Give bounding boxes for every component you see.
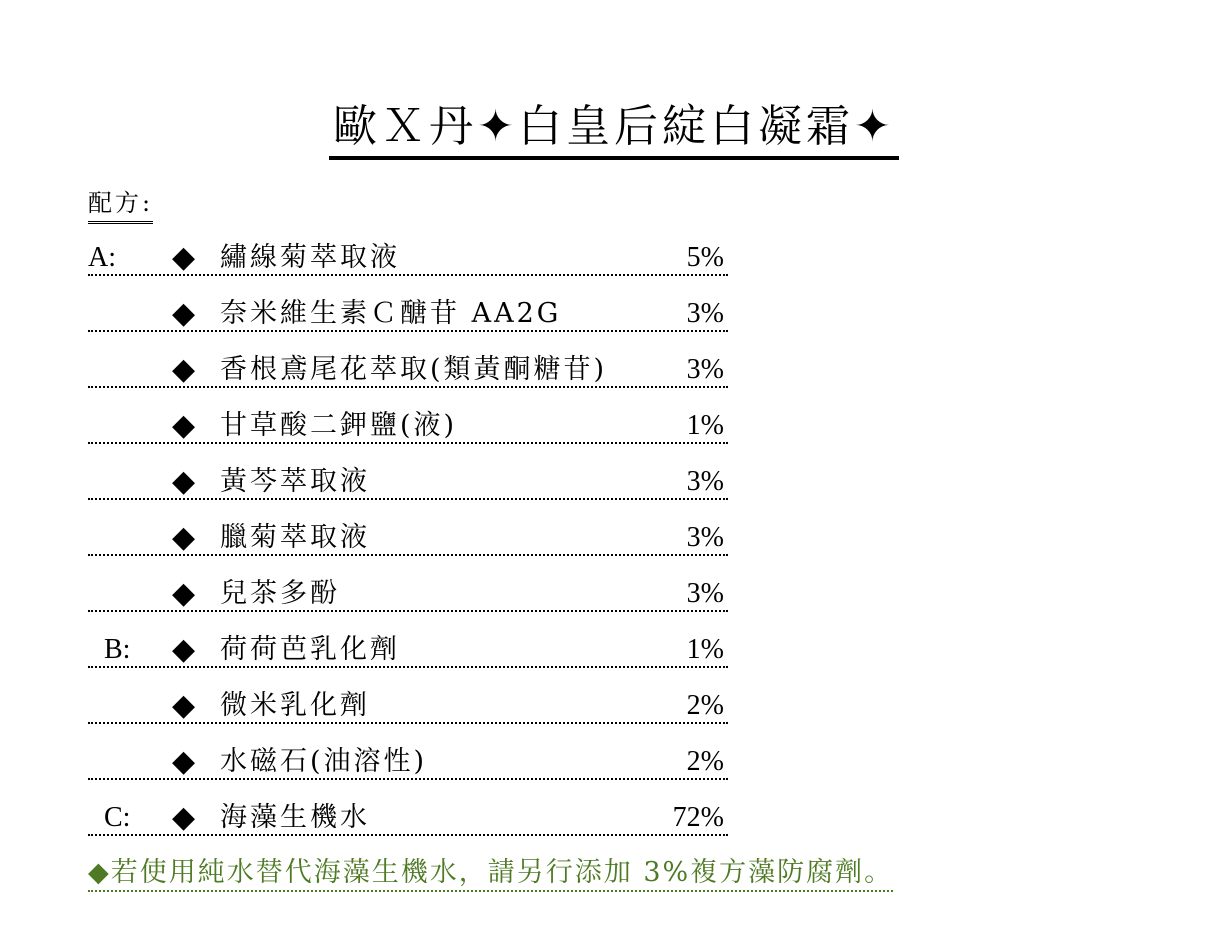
ingredient-name: 黃芩萃取液 bbox=[220, 466, 370, 497]
ingredient-name: 兒茶多酚 bbox=[220, 578, 340, 609]
diamond-bullet-icon: ◆ bbox=[172, 408, 196, 443]
ingredient-name: 甘草酸二鉀鹽(液) bbox=[220, 410, 458, 441]
diamond-bullet-icon: ◆ bbox=[172, 744, 196, 779]
ingredient-percentage: 3% bbox=[686, 522, 724, 553]
document-title-wrapper bbox=[0, 100, 1228, 160]
diamond-bullet-icon: ◆ bbox=[172, 520, 196, 555]
ingredient-list bbox=[88, 240, 728, 856]
diamond-bullet-icon: ◆ bbox=[172, 352, 196, 387]
ingredient-name: 香根鳶尾花萃取(類黃酮糖苷) bbox=[220, 354, 608, 385]
ingredient-row bbox=[88, 744, 728, 800]
ingredient-percentage: 3% bbox=[686, 466, 724, 497]
ingredient-name: 海藻生機水 bbox=[220, 802, 370, 833]
ingredient-percentage: 3% bbox=[686, 354, 724, 385]
ingredient-row bbox=[88, 800, 728, 856]
diamond-bullet-icon: ◆ bbox=[172, 464, 196, 499]
ingredient-name: 微米乳化劑 bbox=[220, 690, 370, 721]
ingredient-percentage: 2% bbox=[686, 690, 724, 721]
ingredient-row bbox=[88, 352, 728, 408]
diamond-bullet-icon: ◆ bbox=[172, 632, 196, 667]
ingredient-name: 荷荷芭乳化劑 bbox=[220, 634, 400, 665]
ingredient-row bbox=[88, 240, 728, 296]
ingredient-percentage: 3% bbox=[686, 298, 724, 329]
document-title: 歐Ｘ丹✦白皇后綻白凝霜✦ bbox=[329, 100, 899, 160]
ingredient-percentage: 2% bbox=[686, 746, 724, 777]
ingredient-name: 奈米維生素Ｃ醣苷 AA2G bbox=[220, 298, 562, 329]
ingredient-name: 臘菊萃取液 bbox=[220, 522, 370, 553]
ingredient-row bbox=[88, 464, 728, 520]
phase-label: A: bbox=[88, 242, 116, 273]
ingredient-row bbox=[88, 296, 728, 352]
phase-label: B: bbox=[104, 634, 131, 665]
diamond-bullet-icon: ◆ bbox=[172, 576, 196, 611]
ingredient-percentage: 1% bbox=[686, 410, 724, 441]
ingredient-row bbox=[88, 632, 728, 688]
diamond-bullet-icon: ◆ bbox=[172, 240, 196, 275]
substitution-note: ◆若使用純水替代海藻生機水，請另行添加 3%複方藻防腐劑。 bbox=[88, 856, 893, 892]
ingredient-row bbox=[88, 688, 728, 744]
ingredient-name: 水磁石(油溶性) bbox=[220, 746, 428, 777]
formula-section-label: 配方: bbox=[88, 186, 153, 224]
ingredient-row bbox=[88, 408, 728, 464]
diamond-bullet-icon: ◆ bbox=[172, 688, 196, 723]
ingredient-name: 繡線菊萃取液 bbox=[220, 242, 400, 273]
ingredient-percentage: 1% bbox=[686, 634, 724, 665]
ingredient-percentage: 72% bbox=[672, 802, 724, 833]
diamond-bullet-icon: ◆ bbox=[172, 800, 196, 835]
diamond-bullet-icon: ◆ bbox=[172, 296, 196, 331]
ingredient-percentage: 3% bbox=[686, 578, 724, 609]
ingredient-row bbox=[88, 520, 728, 576]
ingredient-row bbox=[88, 576, 728, 632]
phase-label: C: bbox=[104, 802, 131, 833]
ingredient-percentage: 5% bbox=[686, 242, 724, 273]
